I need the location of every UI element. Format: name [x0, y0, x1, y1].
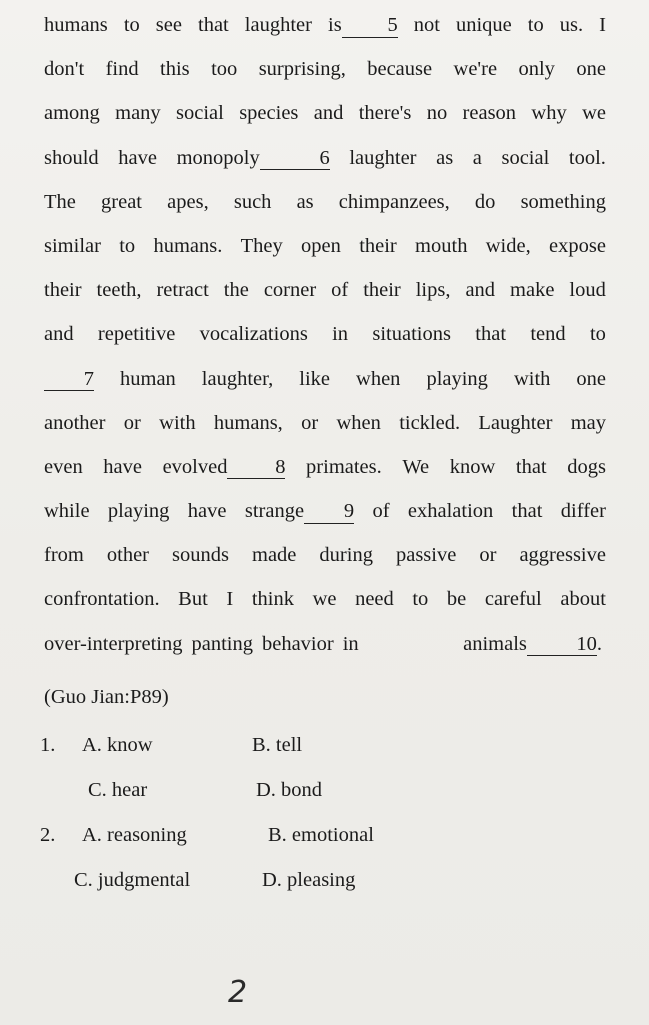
option-a[interactable]: A. know — [82, 734, 153, 756]
passage-line — [44, 58, 606, 102]
passage-word: other — [106, 544, 149, 567]
passage-word: I — [599, 14, 606, 36]
passage-word: dogs — [567, 455, 606, 478]
word-with-blank — [328, 14, 398, 38]
passage-word: animals — [463, 632, 527, 655]
passage-word: that — [198, 14, 229, 36]
passage-word: I — [226, 588, 234, 611]
passage-word: surprising, — [258, 58, 346, 81]
passage-line — [44, 456, 606, 500]
passage-word: corner — [263, 279, 317, 302]
passage-word: apes, — [167, 190, 209, 213]
passage-word: is — [328, 14, 342, 36]
passage-word: this — [160, 58, 190, 81]
passage-line — [44, 102, 606, 146]
passage-word: a — [472, 146, 482, 169]
answer-blank-b7[interactable]: 7 — [44, 369, 94, 392]
passage-word: we're — [453, 58, 498, 81]
passage-line — [44, 368, 606, 412]
passage-word: humans. — [153, 234, 223, 257]
passage-word: when — [356, 367, 401, 390]
passage-word: or — [123, 411, 141, 434]
passage-word: don't — [44, 58, 85, 81]
passage-word: laughter — [244, 14, 312, 36]
word-with-blank — [245, 500, 354, 524]
passage-word: humans — [44, 14, 108, 36]
passage-word: to — [527, 14, 544, 36]
passage-word: many — [115, 102, 161, 125]
passage-word: to — [123, 14, 140, 36]
passage-word: think — [251, 588, 294, 611]
option-d[interactable]: D. bond — [256, 779, 323, 801]
option-c[interactable]: C. judgmental — [74, 869, 191, 891]
passage-word: have — [118, 146, 157, 169]
answer-blank-b6[interactable]: 6 — [260, 148, 330, 171]
passage-line — [44, 544, 606, 588]
passage-word: humans, — [213, 411, 283, 434]
passage-word: because — [367, 58, 433, 81]
passage-word: human — [120, 367, 176, 390]
passage-word: need — [355, 588, 394, 611]
passage-line — [44, 14, 606, 58]
passage-word: similar — [44, 234, 101, 257]
passage-word: Laughter — [478, 411, 553, 434]
passage-word: We — [402, 455, 430, 478]
passage-word: and — [44, 323, 74, 346]
passage-word: while — [44, 500, 90, 523]
passage-word: we — [582, 102, 606, 125]
passage-word: may — [570, 411, 606, 434]
passage-word: made — [252, 544, 297, 567]
passage-word: in — [332, 323, 349, 346]
option-a[interactable]: A. reasoning — [82, 824, 187, 846]
passage-word: or — [479, 544, 497, 567]
passage-word: as — [436, 146, 454, 169]
passage-word: tend — [530, 323, 566, 346]
passage-word: wide, — [485, 234, 531, 257]
passage-word: monopoly — [176, 146, 260, 169]
word-with-blank — [177, 147, 330, 171]
passage-word: differ — [560, 500, 606, 523]
passage-word: vocalizations — [199, 323, 308, 346]
passage-word: see — [155, 14, 182, 36]
passage-word: repetitive — [97, 323, 176, 346]
passage-word: not — [413, 14, 440, 36]
passage-word: chimpanzees, — [338, 190, 450, 213]
passage-word: tool. — [568, 146, 606, 169]
passage-word: as — [296, 190, 314, 213]
passage-word: make — [510, 279, 555, 302]
option-b[interactable]: B. emotional — [268, 824, 374, 846]
passage-word: during — [319, 544, 373, 567]
passage-word: there's — [358, 102, 412, 125]
passage-word: aggressive — [519, 544, 606, 567]
passage-word: in — [342, 632, 359, 655]
word-with-blank — [463, 633, 597, 657]
passage-word: great — [101, 190, 142, 213]
passage-word: like — [299, 367, 331, 390]
passage-line — [44, 279, 606, 323]
passage-word: their — [363, 279, 401, 302]
passage-word: do — [474, 190, 496, 213]
passage-word: when — [336, 411, 381, 434]
passage-line — [44, 191, 606, 235]
question-number: 2. — [40, 824, 56, 846]
passage-word: reason — [462, 102, 517, 125]
passage-word: expose — [549, 234, 606, 257]
passage-word: lips, — [415, 279, 451, 302]
passage-word: behavior — [261, 632, 334, 655]
passage-line — [44, 323, 606, 367]
passage-word: laughter — [349, 146, 417, 169]
passage-word: to — [589, 323, 606, 346]
passage-line — [44, 633, 606, 677]
passage-word: should — [44, 146, 99, 169]
passage-word: But — [178, 588, 208, 611]
passage-word: confrontation. — [44, 588, 160, 611]
passage-line — [44, 500, 606, 544]
answer-blank-b10[interactable]: 10 — [527, 634, 597, 657]
passage-word: sounds — [172, 544, 229, 567]
option-c[interactable]: C. hear — [88, 779, 148, 801]
passage-word: social — [176, 102, 224, 125]
passage-word: be — [446, 588, 467, 611]
passage-line — [44, 412, 606, 456]
passage-word: only — [518, 58, 555, 81]
passage-word: know — [449, 455, 496, 478]
word-with-blank — [163, 456, 286, 480]
passage-word: playing — [426, 367, 488, 390]
passage-word: why — [531, 102, 567, 125]
passage-word: we — [312, 588, 337, 611]
passage-line — [44, 588, 606, 632]
passage-word: evolved — [162, 455, 228, 478]
sentence-period: . — [596, 632, 602, 655]
passage-word: with — [159, 411, 196, 434]
passage-word: that — [475, 323, 507, 346]
passage-word: from — [44, 544, 84, 567]
passage-line — [44, 147, 606, 191]
passage-word: another — [44, 411, 106, 434]
passage-line — [44, 235, 606, 279]
passage-word: have — [187, 500, 227, 523]
passage-word: the — [223, 279, 249, 302]
passage-word: primates. — [306, 455, 382, 478]
passage-word: us. — [559, 14, 584, 36]
passage-word: to — [119, 234, 136, 257]
passage-word: of — [331, 279, 349, 302]
passage-word: mouth — [415, 234, 468, 257]
reading-passage — [44, 14, 606, 717]
passage-word: panting — [191, 632, 253, 655]
passage-word: their — [44, 279, 82, 302]
passage-word: species — [239, 102, 299, 125]
passage-word: too — [211, 58, 238, 81]
passage-word: retract — [156, 279, 209, 302]
passage-word: They — [240, 234, 283, 257]
answer-blank-b9[interactable]: 9 — [304, 501, 354, 524]
passage-word: even — [44, 455, 83, 478]
page-number: 2 — [228, 975, 248, 1010]
passage-word: something — [520, 190, 606, 213]
passage-word: such — [233, 190, 272, 213]
passage-word: with — [513, 367, 551, 390]
passage-word: teeth, — [96, 279, 142, 302]
passage-word: among — [44, 102, 100, 125]
citation: (Guo Jian:P89) — [44, 685, 169, 708]
passage-word: have — [103, 455, 142, 478]
passage-word: The — [44, 190, 76, 213]
passage-word: social — [501, 146, 550, 169]
passage-word: or — [301, 411, 319, 434]
passage-word: strange — [244, 500, 305, 523]
answer-blank-b5[interactable]: 5 — [342, 15, 398, 38]
passage-word: situations — [372, 323, 451, 346]
passage-word: exhalation — [407, 500, 494, 523]
passage-word: their — [359, 234, 397, 257]
question-number: 1. — [40, 734, 56, 756]
passage-word: to — [412, 588, 429, 611]
passage-word: unique — [455, 14, 512, 36]
passage-word: open — [301, 234, 341, 257]
passage-word: one — [576, 367, 606, 390]
answer-blank-b8[interactable]: 8 — [227, 457, 285, 480]
passage-word: no — [426, 102, 448, 125]
option-d[interactable]: D. pleasing — [262, 869, 356, 891]
passage-word: find — [105, 58, 139, 81]
passage-word: careful — [484, 588, 542, 611]
passage-word: and — [465, 279, 496, 302]
passage-word: loud — [569, 279, 606, 302]
passage-word: about — [560, 588, 606, 611]
passage-word: playing — [107, 500, 170, 523]
passage-word: that — [515, 455, 547, 478]
passage-word: tickled. — [399, 411, 461, 434]
option-b[interactable]: B. tell — [252, 734, 303, 756]
passage-word: one — [576, 58, 606, 81]
passage-word: laughter, — [201, 367, 274, 390]
passage-word: of — [372, 500, 390, 523]
passage-word: over-interpreting — [44, 632, 183, 655]
passage-word: and — [313, 102, 344, 125]
passage-word: that — [511, 500, 543, 523]
passage-word: passive — [395, 544, 457, 567]
